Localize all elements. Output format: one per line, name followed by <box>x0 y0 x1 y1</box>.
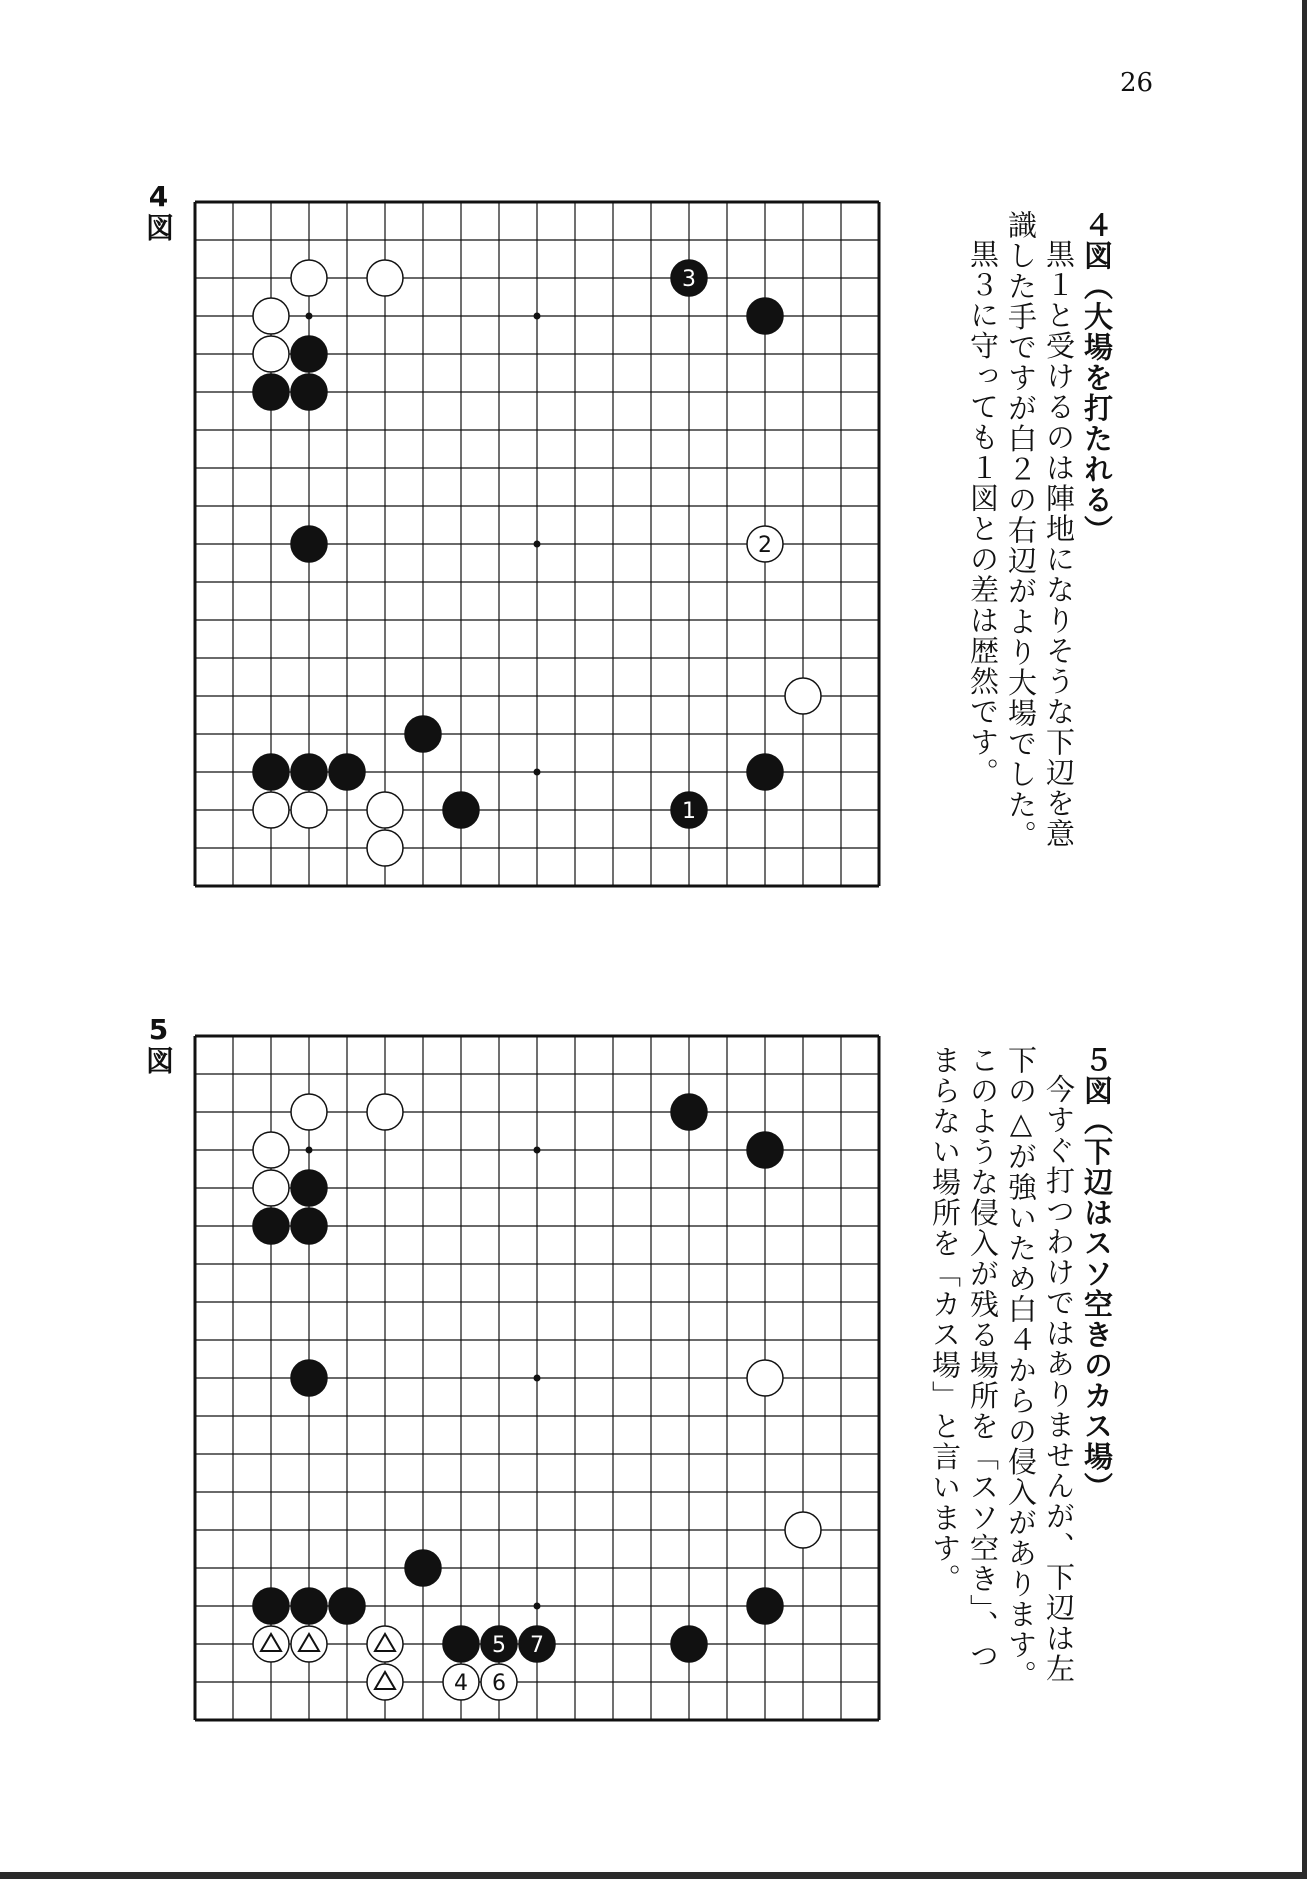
figure-5-text <box>926 1045 1116 1765</box>
move-number: 3 <box>682 267 696 292</box>
black-stone-disc <box>291 374 327 410</box>
star-point <box>534 541 541 548</box>
white-stone-disc <box>367 792 403 828</box>
black-stone <box>253 1588 289 1624</box>
white-stone <box>253 298 289 334</box>
black-stone <box>747 1132 783 1168</box>
star-point <box>534 769 541 776</box>
white-stone <box>253 1132 289 1168</box>
white-stone <box>291 1626 327 1662</box>
text-line: 黒３に守っても１図との差は歴然です。 <box>966 239 1000 788</box>
text-line: 今すぐ打つわけではありませんが、下辺は左 <box>1042 1074 1076 1684</box>
move-number: 5 <box>492 1633 506 1658</box>
black-stone-disc <box>291 1208 327 1244</box>
text-line: 黒１と受けるのは陣地になりそうな下辺を意 <box>1042 239 1076 849</box>
go-board-svg <box>195 202 879 886</box>
move-number: 2 <box>758 533 772 558</box>
text-line: 下の△が強いため白４からの侵入があります。 <box>1004 1045 1038 1691</box>
white-stone <box>785 678 821 714</box>
white-stone <box>481 1664 517 1700</box>
black-stone <box>291 1170 327 1206</box>
black-stone-disc <box>671 1094 707 1130</box>
white-stone <box>291 1094 327 1130</box>
black-stone <box>671 792 707 828</box>
white-stone-disc <box>253 1132 289 1168</box>
text-line: このような侵入が残る場所を「スソ空き」、つ <box>966 1045 1000 1671</box>
move-number: 6 <box>492 1671 506 1696</box>
black-stone-disc <box>253 1208 289 1244</box>
black-stone <box>291 1588 327 1624</box>
white-stone-disc <box>785 1512 821 1548</box>
figure-4-text <box>964 210 1116 930</box>
black-stone-disc <box>291 1360 327 1396</box>
white-stone <box>291 260 327 296</box>
black-stone <box>443 792 479 828</box>
star-point <box>306 1147 313 1154</box>
star-point <box>534 1603 541 1610</box>
white-stone <box>785 1512 821 1548</box>
black-stone <box>747 754 783 790</box>
move-number: 1 <box>682 799 696 824</box>
black-stone <box>291 1360 327 1396</box>
black-stone <box>253 374 289 410</box>
black-stone <box>671 1626 707 1662</box>
white-stone-disc <box>785 678 821 714</box>
black-stone <box>329 754 365 790</box>
white-stone-disc <box>291 792 327 828</box>
black-stone <box>253 754 289 790</box>
black-stone <box>291 1208 327 1244</box>
black-stone <box>291 754 327 790</box>
figure-5-heading: ５図（下辺はスソ空きのカス場） <box>1080 1045 1114 1503</box>
black-stone-disc <box>747 298 783 334</box>
black-stone-disc <box>405 1550 441 1586</box>
black-stone <box>671 260 707 296</box>
text-line: 識した手ですが白２の右辺がより大場でした。 <box>1004 210 1038 851</box>
star-point <box>534 313 541 320</box>
figure-4-heading: ４図（大場を打たれる） <box>1080 210 1114 546</box>
figure-4-label: 4図 <box>142 180 175 241</box>
white-stone-disc <box>747 1360 783 1396</box>
black-stone-disc <box>443 792 479 828</box>
black-stone-disc <box>291 754 327 790</box>
white-stone-disc <box>367 260 403 296</box>
white-stone <box>747 1360 783 1396</box>
black-stone-disc <box>291 1588 327 1624</box>
white-stone <box>253 1626 289 1662</box>
black-stone-disc <box>291 526 327 562</box>
white-stone <box>367 260 403 296</box>
black-stone-disc <box>291 1170 327 1206</box>
black-stone <box>329 1588 365 1624</box>
black-stone <box>519 1626 555 1662</box>
white-stone-disc <box>291 260 327 296</box>
white-stone-disc <box>367 1626 403 1662</box>
black-stone-disc <box>253 1588 289 1624</box>
white-stone-disc <box>367 1664 403 1700</box>
black-stone <box>291 336 327 372</box>
black-stone-disc <box>253 754 289 790</box>
text-line: まらない場所を「カス場」と言います。 <box>928 1045 962 1594</box>
white-stone-disc <box>253 298 289 334</box>
black-stone-disc <box>329 1588 365 1624</box>
black-stone-disc <box>443 1626 479 1662</box>
white-stone-disc <box>291 1626 327 1662</box>
star-point <box>306 313 313 320</box>
white-stone-disc <box>367 1094 403 1130</box>
white-stone-disc <box>291 1094 327 1130</box>
white-stone-disc <box>253 1626 289 1662</box>
black-stone <box>291 526 327 562</box>
white-stone-disc <box>253 792 289 828</box>
go-board-figure-4 <box>195 202 879 886</box>
white-stone <box>253 792 289 828</box>
white-stone <box>367 1664 403 1700</box>
white-stone-disc <box>253 1170 289 1206</box>
white-stone <box>367 1626 403 1662</box>
black-stone <box>747 1588 783 1624</box>
black-stone-disc <box>253 374 289 410</box>
black-stone <box>405 1550 441 1586</box>
black-stone-disc <box>671 1626 707 1662</box>
move-number: 7 <box>530 1633 544 1658</box>
black-stone-disc <box>747 1132 783 1168</box>
star-point <box>534 1147 541 1154</box>
black-stone <box>405 716 441 752</box>
black-stone-disc <box>291 336 327 372</box>
star-point <box>534 1375 541 1382</box>
white-stone <box>367 830 403 866</box>
figure-5-label: 5図 <box>142 1013 175 1074</box>
go-board-svg <box>195 1036 879 1720</box>
black-stone <box>443 1626 479 1662</box>
go-board-figure-5 <box>195 1036 879 1720</box>
white-stone <box>291 792 327 828</box>
white-stone <box>367 1094 403 1130</box>
black-stone-disc <box>747 1588 783 1624</box>
white-stone <box>443 1664 479 1700</box>
black-stone <box>671 1094 707 1130</box>
black-stone <box>481 1626 517 1662</box>
black-stone-disc <box>747 754 783 790</box>
white-stone <box>253 1170 289 1206</box>
white-stone <box>747 526 783 562</box>
white-stone-disc <box>367 830 403 866</box>
black-stone-disc <box>405 716 441 752</box>
white-stone <box>253 336 289 372</box>
black-stone <box>291 374 327 410</box>
move-number: 4 <box>454 1671 468 1696</box>
black-stone <box>253 1208 289 1244</box>
black-stone-disc <box>329 754 365 790</box>
white-stone <box>367 792 403 828</box>
white-stone-disc <box>253 336 289 372</box>
black-stone <box>747 298 783 334</box>
page-number: 26 <box>1120 68 1154 98</box>
